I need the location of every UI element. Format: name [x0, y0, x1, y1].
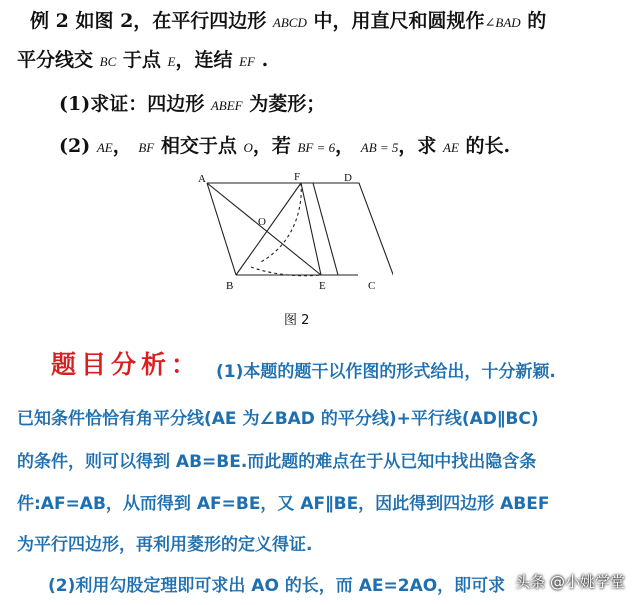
text: .: [254, 49, 269, 71]
figure-caption: 图 2: [284, 313, 310, 328]
segment-BF: [236, 183, 301, 275]
watermark: 头条 @小姚学堂: [515, 573, 625, 591]
math-ABEF: ABEF: [210, 98, 243, 113]
label-B: B: [226, 280, 234, 292]
edge-AB: [207, 183, 236, 275]
analysis-line-3: 的条件，则可以得到 AB=BE.而此题的难点在于从已知中找出隐含条: [17, 452, 537, 472]
text: 相交于点: [154, 135, 244, 157]
text: 于点: [116, 49, 168, 71]
label-C: C: [368, 280, 376, 292]
geometry-figure: [193, 165, 393, 300]
edge-AD-DC-part: [207, 183, 393, 277]
math-AE: AE: [96, 140, 113, 155]
text: 中，用直尺和圆规作: [306, 10, 485, 32]
analysis-line-6: (2)利用勾股定理即可求出 AO 的长，而 AE=2AO，即可求: [48, 576, 506, 596]
construction-arc-2: [251, 267, 321, 276]
label-E: E: [319, 280, 326, 292]
label-A: A: [198, 173, 206, 185]
math-AE: AE: [443, 140, 459, 155]
problem-line-2: [17, 45, 268, 72]
math-BC: BC: [99, 54, 117, 69]
text: ，: [112, 135, 139, 157]
text: 的: [520, 10, 547, 32]
analysis-line-2: 已知条件恰恰有角平分线(AE 为∠BAD 的平分线)+平行线(AD∥BC): [17, 409, 539, 429]
math-E: E: [167, 54, 176, 69]
math-EF: EF: [239, 54, 255, 69]
math-BF-eq-6: BF = 6: [297, 140, 336, 155]
text: 平分线交: [17, 49, 100, 71]
math-AB-eq-5: AB = 5: [360, 140, 399, 155]
math-angle-BAD: ∠BAD: [484, 15, 521, 30]
analysis-line-1: (1)本题的题干以作图的形式给出，十分新颖.: [216, 362, 556, 382]
label-O: O: [258, 216, 266, 228]
label-F: F: [294, 171, 301, 183]
analysis-heading: 题目分析：: [51, 350, 202, 379]
problem-part-2: [59, 131, 510, 158]
math-O: O: [243, 140, 253, 155]
analysis-line-4: 件:AF=AB，从而得到 AF=BE，又 AF∥BE，因此得到四边形 ABEF: [17, 494, 550, 514]
text: 为菱形；: [242, 93, 326, 115]
text: ，求: [398, 135, 444, 157]
text: (1)求证：四边形: [59, 93, 211, 115]
text: 例 2 如图 2，在平行四边形: [30, 10, 273, 32]
label-D: D: [344, 172, 352, 184]
math-ABCD: ABCD: [272, 15, 307, 30]
problem-part-1: [59, 89, 325, 116]
text: (2): [59, 135, 97, 157]
text: ，连结: [175, 49, 240, 71]
text: 的长.: [458, 135, 511, 157]
construction-line: [313, 183, 338, 275]
math-BF: BF: [138, 140, 155, 155]
analysis-line-5: 为平行四边形，再利用菱形的定义得证.: [17, 535, 313, 555]
problem-line-1: [30, 6, 546, 33]
text: ，若: [252, 135, 298, 157]
text: ，: [335, 135, 361, 157]
